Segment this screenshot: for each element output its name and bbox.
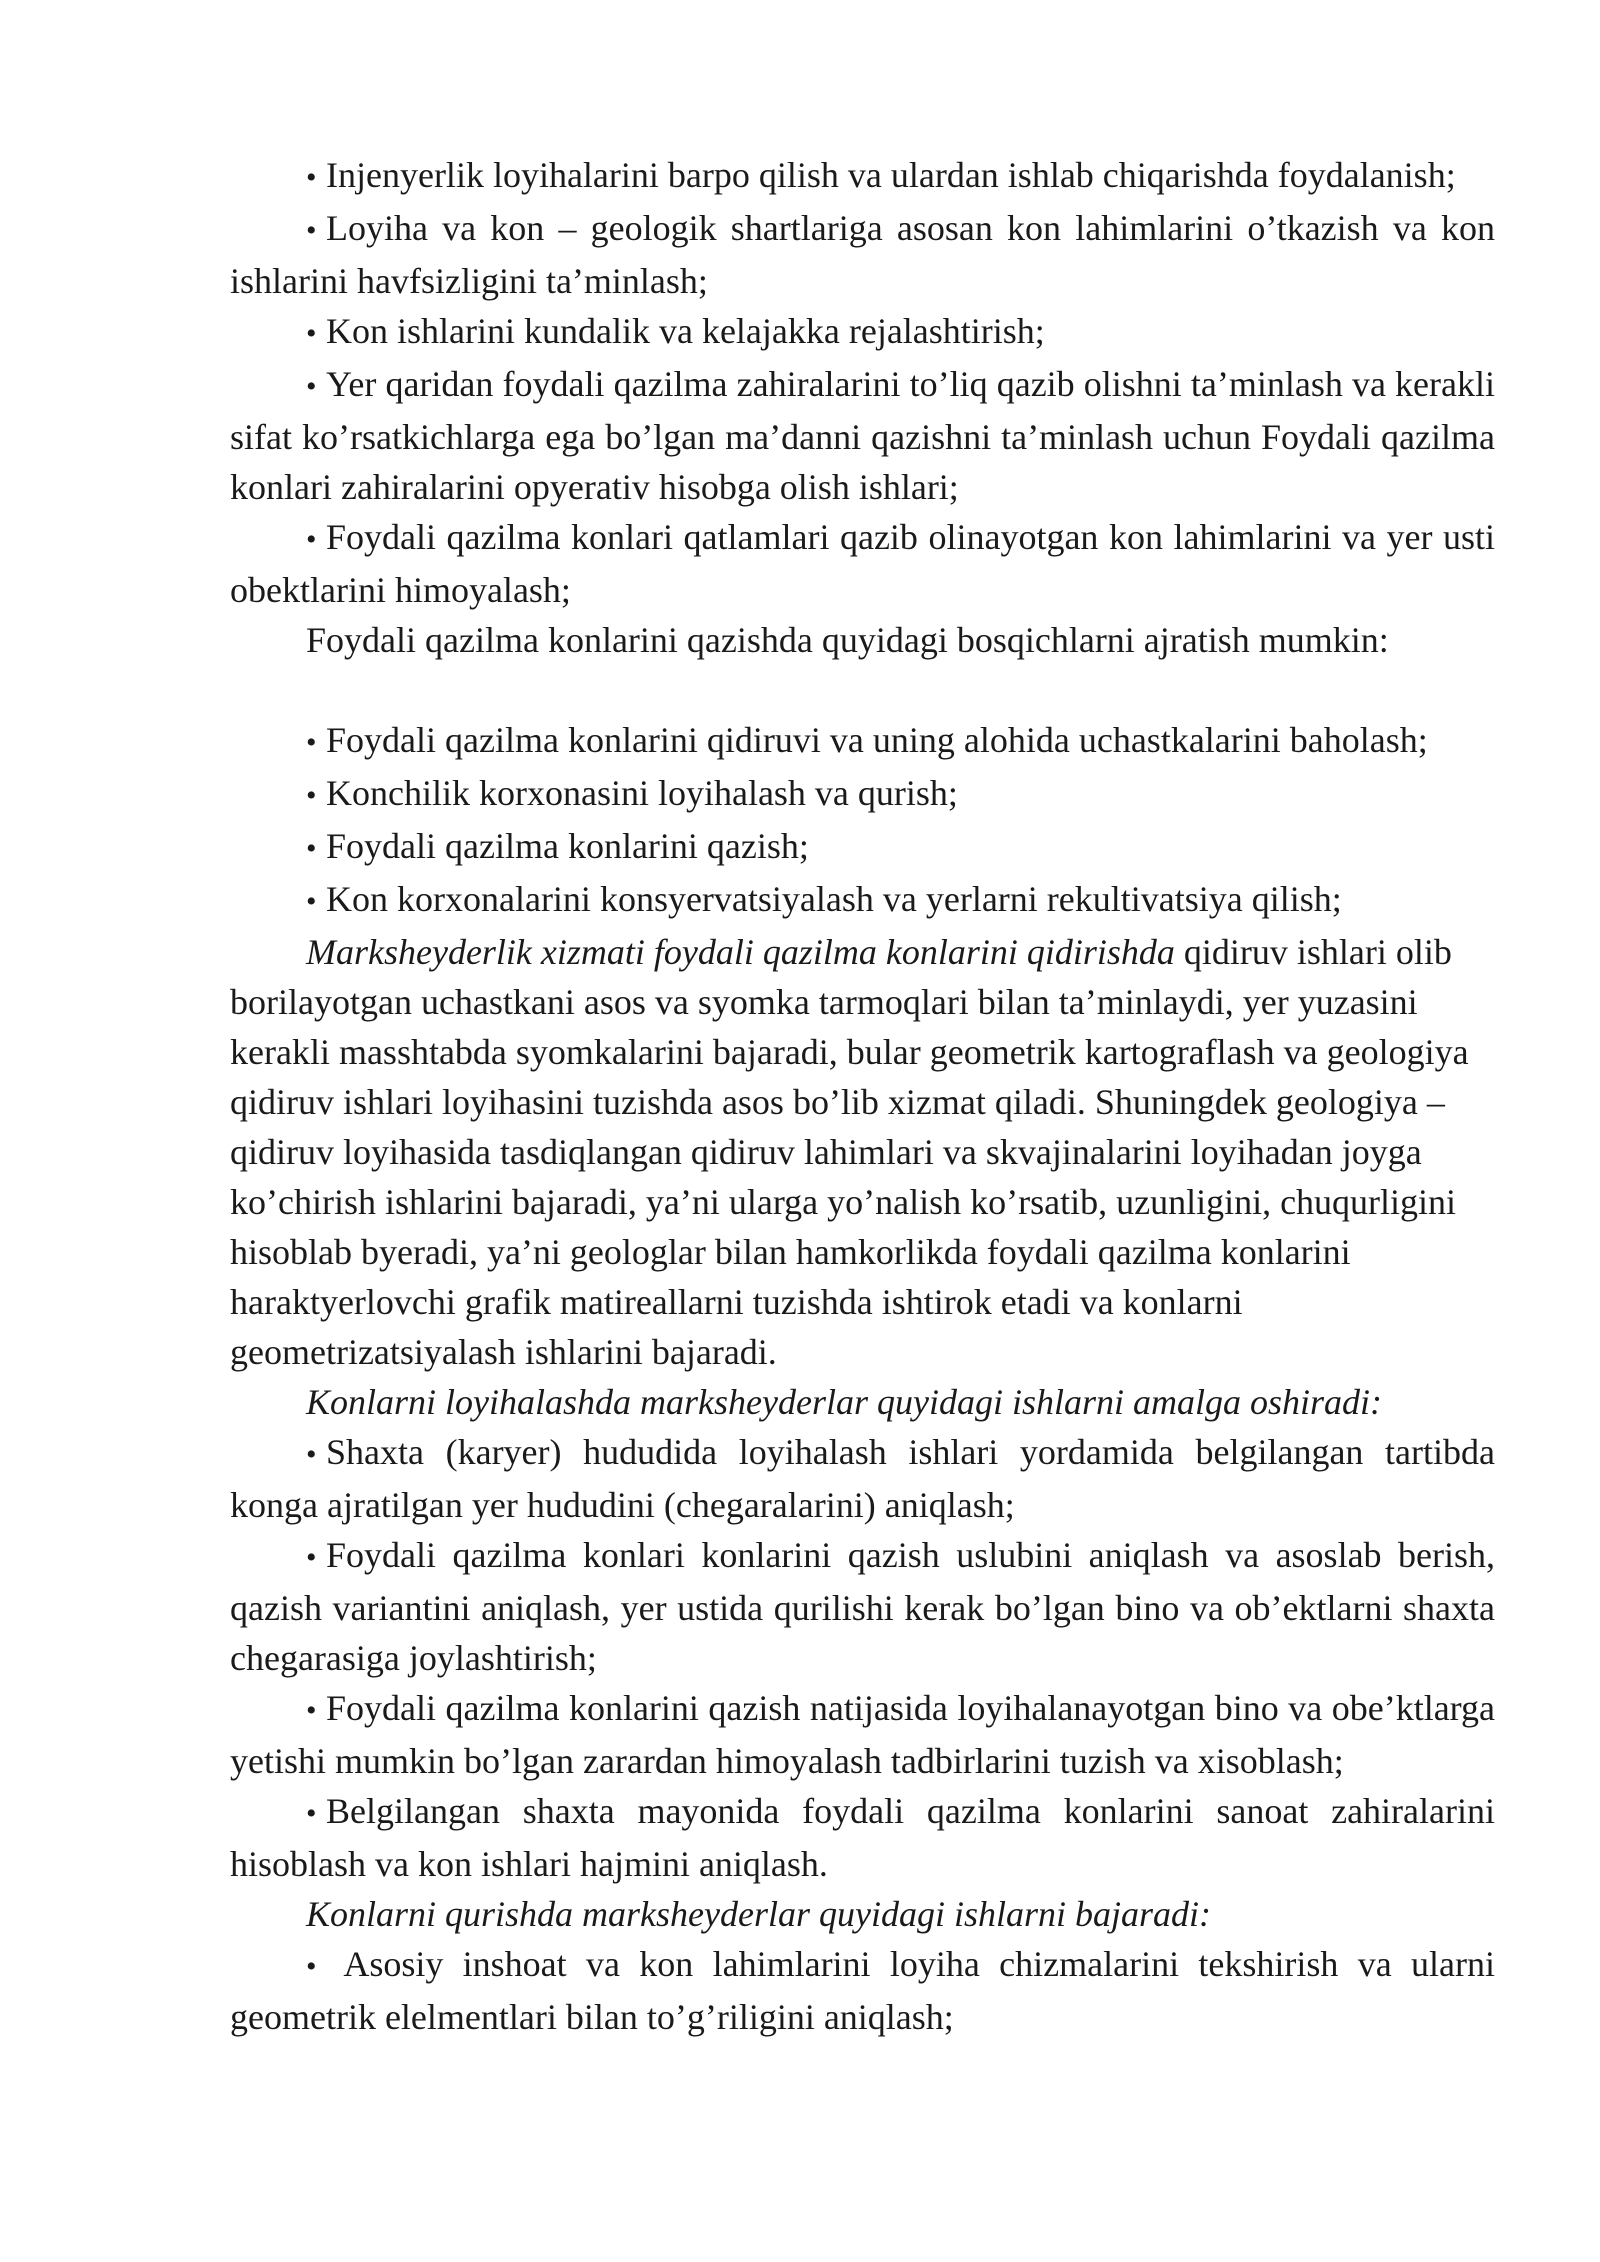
bullet-text: Foydali qazilma konlarini qidiruvi va uning alohida uchastkalarini baholash; <box>326 720 1428 760</box>
paragraph <box>230 927 1495 1377</box>
bullet-item <box>230 1427 1495 1530</box>
paragraph-lead-italic: Marksheyderlik xizmati foydali qazilma konlarini qidirishda <box>306 932 1175 972</box>
bullet-item <box>230 1939 1495 2042</box>
bullet-dot-icon: • <box>306 161 317 194</box>
document-page <box>230 150 1495 2042</box>
bullet-text: Foydali qazilma konlari konlarini qazish uslubini aniqlash va asoslab berish, qazish variantini aniqlash, yer ustida qurilishi kerak bo’lgan bino va ob’ektlarni shaxta chegarasiga joylashtirish; <box>230 1535 1495 1678</box>
bullet-text: Belgilangan shaxta mayonida foydali qazilma konlarini sanoat zahiralarini hisoblash va kon ishlari hajmini aniqlash. <box>230 1791 1495 1884</box>
bullet-item <box>230 512 1495 615</box>
bullet-text: Kon ishlarini kundalik va kelajakka rejalashtirish; <box>326 311 1045 351</box>
bullet-text: Shaxta (karyer) hududida loyihalash ishlari yordamida belgilangan tartibda konga ajratilgan yer hududini (chegaralarini) aniqlash; <box>230 1432 1495 1525</box>
bullet-dot-icon: • <box>306 726 317 759</box>
bullet-item <box>230 874 1495 927</box>
section-heading <box>230 1889 1495 1939</box>
bullet-dot-icon: • <box>306 1541 317 1574</box>
bullet-text: Foydali qazilma konlarini qazish; <box>326 826 809 866</box>
section-heading-text: Konlarni loyihalashda marksheyderlar quyidagi ishlarni amalga oshiradi: <box>306 1382 1382 1422</box>
section-heading-text: Konlarni qurishda marksheyderlar quyidagi ishlarni bajaradi: <box>306 1894 1212 1934</box>
bullet-text: Asosiy inshoat va kon lahimlarini loyiha chizmalarini tekshirish va ularni geometrik elelmentlari bilan to’g’riligini aniqlash; <box>230 1944 1495 2037</box>
bullet-item <box>230 306 1495 359</box>
bullet-item <box>230 150 1495 203</box>
bullet-dot-icon: • <box>306 1694 317 1727</box>
bullet-item <box>230 715 1495 768</box>
bullet-dot-icon: • <box>306 523 317 556</box>
bullet-dot-icon: • <box>306 370 317 403</box>
bullet-item <box>230 359 1495 512</box>
paragraph-text: qidiruv ishlari olib borilayotgan uchastkani asos va syomka tarmoqlari bilan ta’minlaydi, yer yuzasini kerakli masshtabda syomkalarini bajaradi, bular geometrik kartograflash va geologiya qidiruv ishlari loyihasini tuzishda asos bo’lib xizmat qiladi. Shuningdek geologiya – qidiruv loyihasida tasdiqlangan qidiruv lahimlari va skvajinalarini loyihadan joyga ko’chirish ishlarini bajaradi, ya’ni ularga yo’nalish ko’rsatib, uzunligini, chuqurligini hisoblab byeradi, ya’ni geologlar bilan hamkorlikda foydali qazilma konlarini haraktyerlovchi grafik matireallarni tuzishda ishtirok etadi va konlarni geometrizatsiyalash ishlarini bajaradi. <box>230 932 1469 1372</box>
bullet-item <box>230 203 1495 306</box>
bullet-dot-icon: • <box>306 1950 317 1983</box>
paragraph <box>230 615 1495 665</box>
bullet-dot-icon: • <box>306 779 317 812</box>
bullet-text: Injenyerlik loyihalarini barpo qilish va ulardan ishlab chiqarishda foydalanish; <box>326 155 1456 195</box>
bullet-text: Foydali qazilma konlari qatlamlari qazib olinayotgan kon lahimlarini va yer usti obektlarini himoyalash; <box>230 517 1495 610</box>
bullet-dot-icon: • <box>306 1438 317 1471</box>
bullet-text: Kon korxonalarini konsyervatsiyalash va yerlarni rekultivatsiya qilish; <box>326 879 1342 919</box>
bullet-dot-icon: • <box>306 317 317 350</box>
bullet-item <box>230 1683 1495 1786</box>
bullet-item <box>230 768 1495 821</box>
paragraph-spacer <box>230 665 1495 715</box>
bullet-text: Konchilik korxonasini loyihalash va qurish; <box>326 773 958 813</box>
bullet-text: Loyiha va kon – geologik shartlariga asosan kon lahimlarini o’tkazish va kon ishlarini havfsizligini ta’minlash; <box>230 208 1495 301</box>
section-heading <box>230 1377 1495 1427</box>
bullet-dot-icon: • <box>306 885 317 918</box>
bullet-dot-icon: • <box>306 1797 317 1830</box>
bullet-item <box>230 1530 1495 1683</box>
paragraph-text: Foydali qazilma konlarini qazishda quyidagi bosqichlarni ajratish mumkin: <box>306 620 1389 660</box>
bullet-dot-icon: • <box>306 832 317 865</box>
bullet-text: Foydali qazilma konlarini qazish natijasida loyihalanayotgan bino va obe’ktlarga yetishi mumkin bo’lgan zarardan himoyalash tadbirlarini tuzish va xisoblash; <box>230 1688 1495 1781</box>
bullet-item <box>230 1786 1495 1889</box>
bullet-dot-icon: • <box>306 214 317 247</box>
bullet-text: Yer qaridan foydali qazilma zahiralarini to’liq qazib olishni ta’minlash va kerakli sifat ko’rsatkichlarga ega bo’lgan ma’danni qazishni ta’minlash uchun Foydali qazilma konlari zahiralarini opyerativ hisobga olish ishlari; <box>230 364 1495 507</box>
bullet-item <box>230 821 1495 874</box>
